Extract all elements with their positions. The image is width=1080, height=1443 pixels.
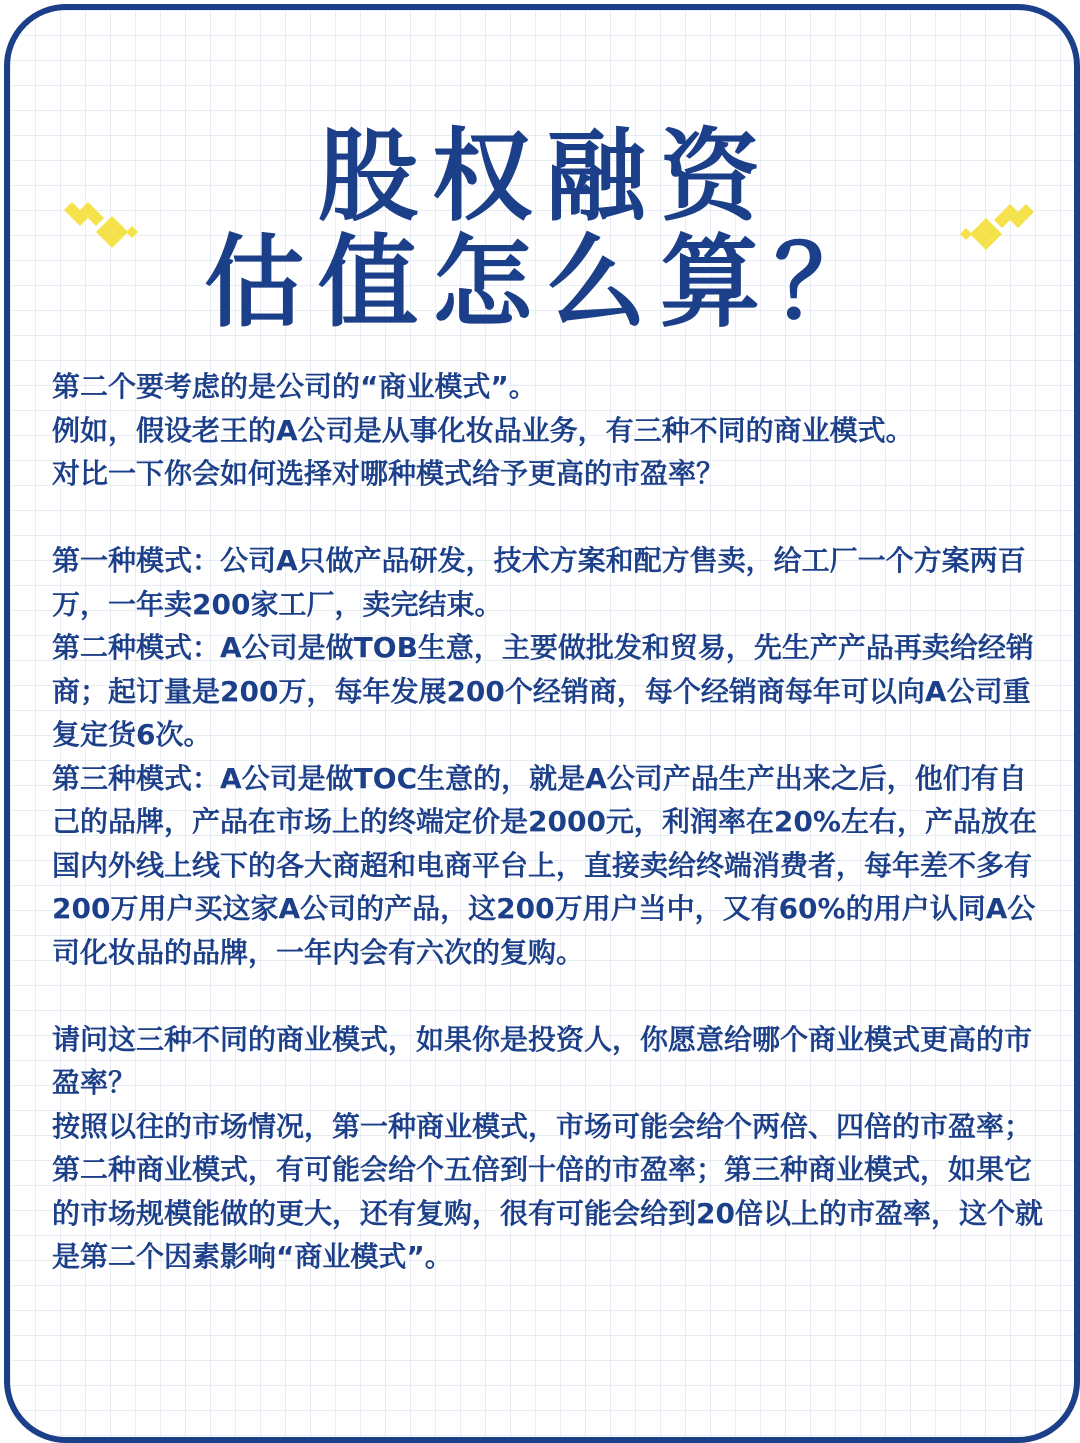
model-three-paragraph: 第三种模式：A公司是做TOC生意的，就是A公司产品生产出来之后，他们有自己的品牌，产品在市场上的终端定价是2000元，利润率在20%左右，产品放在国内外线上线下的各大商超和电商平台上，直接卖给终端消费者，每年差不多有200万用户买这家A公司的产品，这200万用户当中，又有60%的用户认同A公司化妆品的品牌，一年内会有六次的复购。 <box>52 761 1037 969</box>
page-title-line-2: 估值怎么算？ <box>204 224 888 341</box>
question-paragraph: 请问这三种不同的商业模式，如果你是投资人，你愿意给哪个商业模式更高的市盈率？ <box>52 1022 1033 1099</box>
model-two-paragraph: 第二种模式：A公司是做TOB生意，主要做批发和贸易，先生产产品再卖给经销商；起订量是200万，每年发展200个经销商，每个经销商每年可以向A公司重复定货6次。 <box>52 631 1034 751</box>
intro-paragraph: 第二个要考虑的是公司的“商业模式”。 例如，假设老王的A公司是从事化妆品业务，有三种不同的商业模式。 对比一下你会如何选择对哪种模式给予更高的市盈率？ <box>52 370 914 490</box>
page-title-line-1: 股权融资 <box>318 118 774 235</box>
article-body <box>52 365 1052 1279</box>
conclusion-paragraph: 按照以往的市场情况，第一种商业模式，市场可能会给个两倍、四倍的市盈率；第二种商业模式，有可能会给个五倍到十倍的市盈率；第三种商业模式，如果它的市场规模能做的更大，还有复购，很有可能会给到20倍以上的市盈率，这个就是第二个因素影响“商业模式”。 <box>52 1109 1043 1273</box>
model-one-paragraph: 第一种模式：公司A只做产品研发，技术方案和配方售卖，给工厂一个方案两百万，一年卖200家工厂，卖完结束。 <box>52 544 1026 621</box>
content-card <box>4 4 1080 1443</box>
